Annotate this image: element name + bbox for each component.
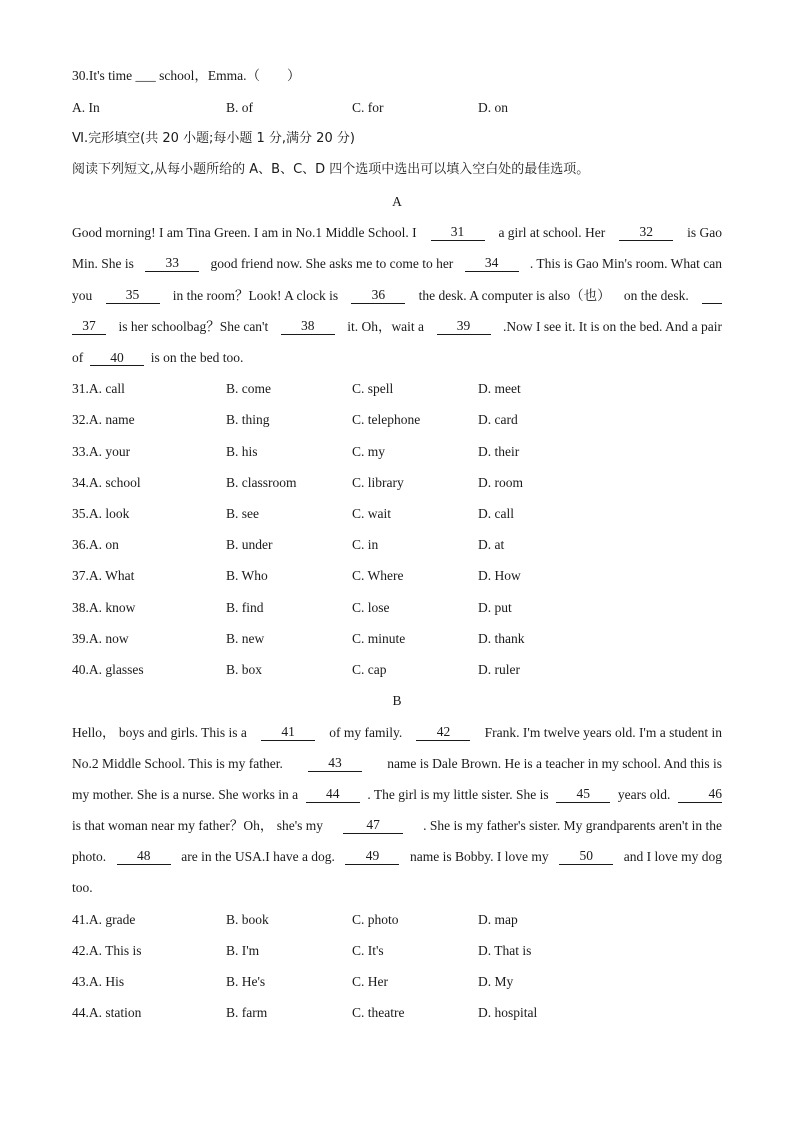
option-b: B. of — [226, 100, 253, 115]
blank-41: 41 — [261, 725, 315, 741]
blank-34: 34 — [465, 256, 519, 272]
blank-37: 37 — [72, 319, 106, 335]
option-d: D. on — [478, 100, 508, 115]
exam-page: 30.It's time ___ school，Emma.（ ） A. In B. of C. for D. on Ⅵ.完形填空(共 20 小题;每小题 1 分,满分 20 分) 阅读下列短文,从每小题所给的 A、B、C、D 四个选项中选出可以填入空白处的最佳选项。 A Good morning! I am Tina Green. I am in No.1 Middle School. I 31 a girl at school. Her 32 is Gao Min. She is 33 good friend now. She asks me to come to her 34 . This is Gao Min's room. What can you 35 in the room？Look! A clock is 36 the desk. A computer is also（也） on the desk. 37 is her schoolbag？She can't 38 it. Oh，wait a 39 .Now I see it. It is on the bed. And a pair of 40 is on the bed too. 31.A. call B. come C. spell D. meet 32.A. name B. thing C. telephone D. card 33.A. your B. his C. my D. their 34.A. school B. classroom C. library D. room 35.A. look B. see C. wait D. call 36.A. on B. under C. in D. at 37.A. What B. Who C. Where D. How 38.A. know B. find C. lose D. put 39.A. now B. new C. minute D. thank 40.A. glasses B. box C. cap D. ruler B Hello， boys and girls. This is a 41 of my family. 42 Frank. I'm twelve years old. I'm a student in No.2 Middle School. This is my father. 43 name is Dale Brown. He is a teacher in my school. And this is my mother. She is a nurse. She works in a 44 . The girl is my little sister. She is 45 years old. 46 is that woman near my father？Oh， she's my 47 . She is my father's sister. My grandparents aren't in the photo. 48 are in the USA.I have a dog. 49 name is Bobby. I love my 50 and I love my dog too. 41.A. grade B. book C. photo D. map 42.A. This is B. I'm C. It's D. That is 43.A. His B. He's C. Her D. My 44.A. station B. farm C. theatre D. hospital — [0, 0, 794, 1123]
passage-b-line-3: my mother. She is a nurse. She works in a 44 . The girl is my little sister. She is 45 years old. 46 — [72, 786, 722, 802]
blank-39: 39 — [437, 319, 491, 335]
blank-31: 31 — [431, 225, 485, 241]
section-heading: Ⅵ.完形填空(共 20 小题;每小题 1 分,满分 20 分) — [72, 131, 355, 146]
blank-47: 47 — [343, 818, 403, 834]
blank-45: 45 — [556, 787, 610, 803]
passage-a-line-1: Good morning! I am Tina Green. I am in No.1 Middle School. I 31 a girl at school. Her 32 is Gao — [72, 224, 722, 240]
section-instruction: 阅读下列短文,从每小题所给的 A、B、C、D 四个选项中选出可以填入空白处的最佳选项。 — [72, 162, 590, 177]
option-a: A. In — [72, 100, 100, 115]
passage-a-line-5: of 40 is on the bed too. — [72, 350, 244, 365]
passage-a-label: A — [392, 194, 402, 209]
blank-40: 40 — [90, 351, 144, 366]
blank-44: 44 — [306, 787, 360, 803]
blank-32: 32 — [619, 225, 673, 241]
passage-b-line-4: is that woman near my father？Oh， she's my 47 . She is my father's sister. My grandparents aren't in the — [72, 817, 722, 833]
passage-b-line-6: too. — [72, 880, 93, 895]
blank-37-lead — [702, 288, 722, 304]
blank-35: 35 — [106, 288, 160, 304]
passage-a-line-4: 37 is her schoolbag？She can't 38 it. Oh，wait a 39 .Now I see it. It is on the bed. And a pair — [72, 319, 722, 335]
blank-46: 46 — [678, 787, 722, 803]
passage-b-line-1: Hello， boys and girls. This is a 41 of my family. 42 Frank. I'm twelve years old. I'm a student in — [72, 724, 722, 740]
blank-43: 43 — [308, 756, 362, 772]
blank-50: 50 — [559, 849, 613, 865]
blank-38: 38 — [281, 319, 335, 335]
blank-48: 48 — [117, 849, 171, 865]
passage-b-label: B — [392, 693, 402, 708]
question-30-stem: 30.It's time ___ school，Emma.（ ） — [72, 68, 301, 83]
passage-a-line-2: Min. She is 33 good friend now. She asks me to come to her 34 . This is Gao Min's room. What can — [72, 255, 722, 271]
blank-42: 42 — [416, 725, 470, 741]
passage-b-line-2: No.2 Middle School. This is my father. 43 name is Dale Brown. He is a teacher in my school. And this is — [72, 755, 722, 771]
blank-36: 36 — [351, 288, 405, 304]
blank-33: 33 — [145, 256, 199, 272]
passage-b-line-5: photo. 48 are in the USA.I have a dog. 49 name is Bobby. I love my 50 and I love my dog — [72, 848, 722, 864]
blank-49: 49 — [345, 849, 399, 865]
passage-a-line-3: you 35 in the room？Look! A clock is 36 the desk. A computer is also（也） on the desk. — [72, 288, 722, 304]
option-c: C. for — [352, 100, 384, 115]
